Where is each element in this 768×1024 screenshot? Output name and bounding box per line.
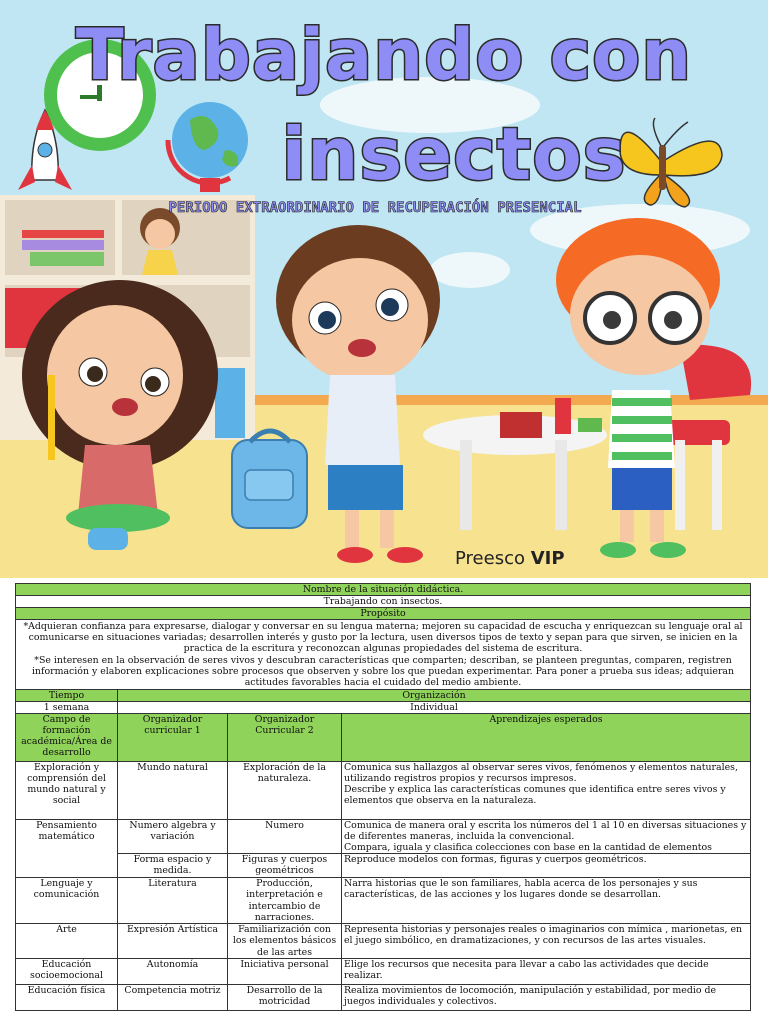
name-header: Nombre de la situación didáctica. xyxy=(16,584,751,596)
purpose-header: Propósito xyxy=(16,608,751,620)
organization-header: Organización xyxy=(118,689,751,701)
brand-text: Preesco xyxy=(455,548,531,569)
row-org1: Mundo natural xyxy=(118,762,228,820)
col-header-field: Campo de formación académica/Área de desarrollo xyxy=(16,714,118,762)
cover-subtitle: PERIODO EXTRAORDINARIO DE RECUPERACIÓN PRESENCIAL xyxy=(168,200,582,216)
backpack-icon xyxy=(232,431,307,528)
brand-logo xyxy=(455,548,565,569)
row-field: Arte xyxy=(16,924,118,958)
row-org2: Figuras y cuerpos geométricos xyxy=(228,854,342,878)
purpose-1: *Adquieran confianza para expresarse, dialogar y conversar en su lengua materna; mejoren su capacidad de escucha y enriquezcan su lenguaje oral al comunicarse en situaciones variadas; desarrollen interés y gusto por la lectura, usen diversos tipos de texto y sepan para que sirven, se inicien en la practica de la escritura y reconozcan algunas propiedades del sistema de escritura. xyxy=(23,621,743,655)
row-field: Educación física xyxy=(16,984,118,1010)
cover-title-line2: insectos xyxy=(281,112,627,196)
row-org2: Iniciativa personal xyxy=(228,958,342,984)
time-header: Tiempo xyxy=(16,689,118,701)
row-learning: Comunica sus hallazgos al observar seres vivos, fenómenos y elementos naturales, utilizando registros propios y recursos impresos. Describe y explica las características comunes que identifica entre seres vivos y elementos que observa en la naturaleza. xyxy=(342,762,751,820)
row-org1: Literatura xyxy=(118,878,228,924)
cover-title-line1: Trabajando con xyxy=(75,14,693,96)
row-org2: Desarrollo de la motricidad xyxy=(228,984,342,1010)
row-org1: Expresión Artística xyxy=(118,924,228,958)
col-header-learning: Aprendizajes esperados xyxy=(342,714,751,762)
row-org1: Forma espacio y medida. xyxy=(118,854,228,878)
brand-vip: VIP xyxy=(530,548,565,569)
purpose-cell xyxy=(16,620,751,690)
col-header-org2: Organizador Curricular 2 xyxy=(228,714,342,762)
row-org1: Autonomía xyxy=(118,958,228,984)
row-learning: Reproduce modelos con formas, figuras y cuerpos geométricos. xyxy=(342,854,751,878)
row-field: Lenguaje y comunicación xyxy=(16,878,118,924)
row-learning: Representa historias y personajes reales o imaginarios con mímica , marionetas, en el juego simbólico, en dramatizaciones, y con recursos de las artes visuales. xyxy=(342,924,751,958)
name-value: Trabajando con insectos. xyxy=(16,596,751,608)
organization-value: Individual xyxy=(118,701,751,713)
row-org1: Competencia motriz xyxy=(118,984,228,1010)
row-org2: Numero xyxy=(228,820,342,854)
row-learning: Narra historias que le son familiares, habla acerca de los personajes y sus características, de las acciones y los lugares donde se desarrollan. xyxy=(342,878,751,924)
planning-table-wrapper xyxy=(15,583,750,1011)
purpose-2: *Se interesen en la observación de seres vivos y descubran características que comparten; describan, se planteen preguntas, comparen, registren información y elaboren explicaciones sobre procesos que observen y sobre los que puedan experimentar. Para poner a prueba sus ideas; adquieran actitudes favorables hacia el cuidado del medio ambiente. xyxy=(31,654,735,688)
row-org2: Producción, interpretación e intercambio de narraciones. xyxy=(228,878,342,924)
row-learning: Realiza movimientos de locomoción, manipulación y estabilidad, por medio de juegos individuales y colectivos. xyxy=(342,984,751,1010)
row-field: Exploración y comprensión del mundo natural y social xyxy=(16,762,118,820)
row-learning: Elige los recursos que necesita para llevar a cabo las actividades que decide realizar. xyxy=(342,958,751,984)
row-field: Educación socioemocional xyxy=(16,958,118,984)
col-header-org1: Organizador curricular 1 xyxy=(118,714,228,762)
planning-table xyxy=(15,583,751,1011)
time-value: 1 semana xyxy=(16,701,118,713)
row-field: Pensamiento matemático xyxy=(16,820,118,878)
row-org2: Exploración de la naturaleza. xyxy=(228,762,342,820)
row-org2: Familiarización con los elementos básicos de las artes xyxy=(228,924,342,958)
row-learning: Comunica de manera oral y escrita los números del 1 al 10 en diversas situaciones y de diferentes maneras, incluida la convencional. Compara, iguala y clasifica colecciones con base en la cantidad de elementos xyxy=(342,820,751,854)
row-org1: Numero algebra y variación xyxy=(118,820,228,854)
